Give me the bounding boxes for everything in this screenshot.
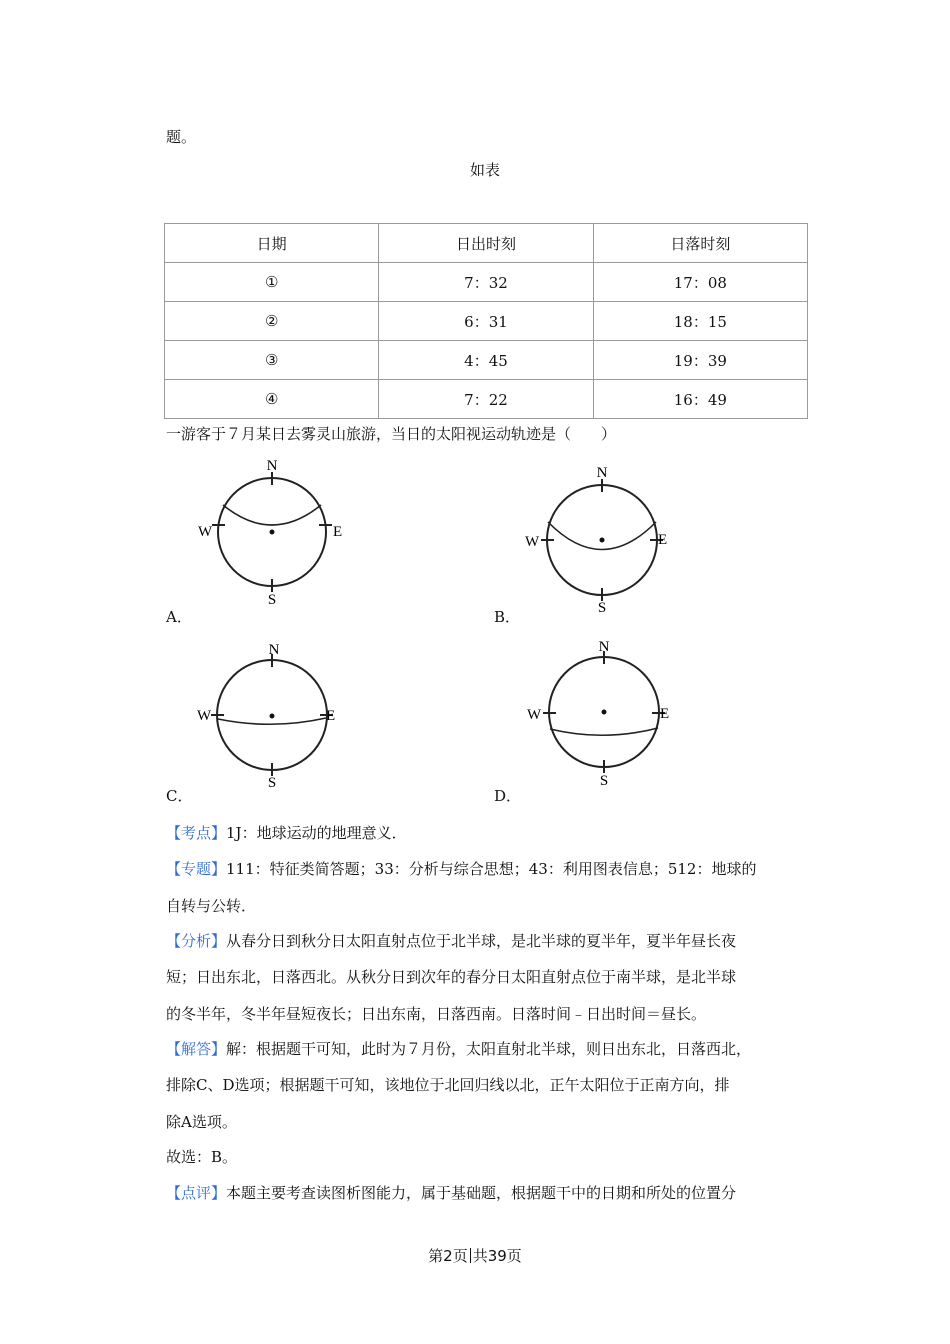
table-cell: ④ (165, 380, 379, 419)
label-s: S (599, 773, 609, 789)
table-cell: ② (165, 302, 379, 341)
label-s: S (267, 592, 277, 608)
table-row (165, 263, 808, 302)
option-b-label: B． (494, 608, 521, 626)
table-cell: 19：39 (593, 341, 807, 380)
label-w: W (525, 534, 540, 550)
table-cell: 7：22 (379, 380, 593, 419)
sun-path (550, 728, 658, 735)
dianping-text: 本题主要考查读图析图能力，属于基础题，根据题干中的日期和所处的位置分 (226, 1184, 737, 1202)
label-e: E (658, 532, 668, 548)
label-e: E (333, 524, 343, 540)
label-n: N (596, 465, 608, 481)
zhuanti-text-1: 111：特征类简答题；33：分析与综合思想；43：利用图表信息；512：地球的 (226, 860, 757, 878)
jieda-text-1: 解：根据题干可知，此时为７月份，太阳直射北半球，则日出东北，日落西北， (226, 1040, 752, 1058)
table-cell: 4：45 (379, 341, 593, 380)
diagram-a (190, 455, 350, 610)
header-sunrise: 日出时刻 (379, 224, 593, 263)
label-n: N (266, 458, 278, 474)
zhuanti-tag: 【专题】 (166, 860, 227, 878)
diagram-b (520, 462, 680, 617)
zhuanti-text-2: 自转与公转． (166, 897, 257, 915)
jieda-text-2: 排除C、D选项；根据题干可知，该地位于北回归线以北，正午太阳位于正南方向，排 (166, 1076, 730, 1094)
page-total: 共39页 (472, 1247, 522, 1265)
observer-dot (600, 538, 605, 543)
diagram-d (520, 636, 680, 791)
fenxi-text-2: 短；日出东北，日落西北。从秋分日到次年的春分日太阳直射点位于南半球，是北半球 (166, 968, 737, 986)
top-fragment: 题。 (166, 128, 197, 146)
dianping-line (166, 1182, 736, 1204)
kaodian-text: 1J：地球运动的地理意义． (226, 824, 407, 842)
label-s: S (597, 600, 607, 616)
page-footer (0, 1245, 950, 1266)
option-a-label: A． (166, 608, 192, 626)
sun-path (548, 522, 656, 550)
question-text: 一游客于７月某日去雾灵山旅游，当日的太阳视运动轨迹是（ ） (166, 425, 617, 443)
table-cell: 7：32 (379, 263, 593, 302)
table-caption: 如表 (470, 161, 501, 179)
kaodian-line (166, 822, 407, 844)
table-cell: 17：08 (593, 263, 807, 302)
zhuanti-line (166, 858, 756, 880)
table-cell: ① (165, 263, 379, 302)
table-row (165, 302, 808, 341)
label-s: S (267, 775, 277, 791)
observer-dot (270, 714, 275, 719)
jieda-tag: 【解答】 (166, 1040, 227, 1058)
option-c-label: C． (166, 787, 193, 805)
diagram-c (190, 638, 350, 793)
fenxi-text-1: 从春分日到秋分日太阳直射点位于北半球，是北半球的夏半年，夏半年昼长夜 (226, 932, 737, 950)
sunrise-sunset-table (164, 223, 808, 419)
label-e: E (326, 708, 336, 724)
page-number: 第2页 (428, 1247, 468, 1265)
sun-path (223, 505, 321, 525)
label-n: N (598, 639, 610, 655)
observer-dot (602, 710, 607, 715)
table-cell: 16：49 (593, 380, 807, 419)
table-cell: ③ (165, 341, 379, 380)
label-w: W (197, 708, 212, 724)
jieda-line (166, 1038, 751, 1060)
fenxi-tag: 【分析】 (166, 932, 227, 950)
table-cell: 6：31 (379, 302, 593, 341)
header-sunset: 日落时刻 (593, 224, 807, 263)
label-w: W (198, 524, 213, 540)
jieda-text-3: 除A选项。 (166, 1113, 237, 1131)
kaodian-tag: 【考点】 (166, 824, 227, 842)
label-e: E (660, 706, 670, 722)
footer-divider (470, 1248, 471, 1263)
label-n: N (268, 642, 280, 658)
header-date: 日期 (165, 224, 379, 263)
fenxi-text-3: 的冬半年，冬半年昼短夜长；日出东南，日落西南。日落时间﹣日出时间＝昼长。 (166, 1005, 707, 1023)
observer-dot (270, 530, 275, 535)
answer-line: 故选：B。 (166, 1148, 238, 1166)
dianping-tag: 【点评】 (166, 1184, 227, 1202)
table-row (165, 341, 808, 380)
option-d-label: D． (494, 787, 522, 805)
table-cell: 18：15 (593, 302, 807, 341)
fenxi-line (166, 930, 736, 952)
label-w: W (527, 707, 542, 723)
table-row (165, 380, 808, 419)
table-header-row (165, 224, 808, 263)
sun-path (218, 718, 326, 724)
